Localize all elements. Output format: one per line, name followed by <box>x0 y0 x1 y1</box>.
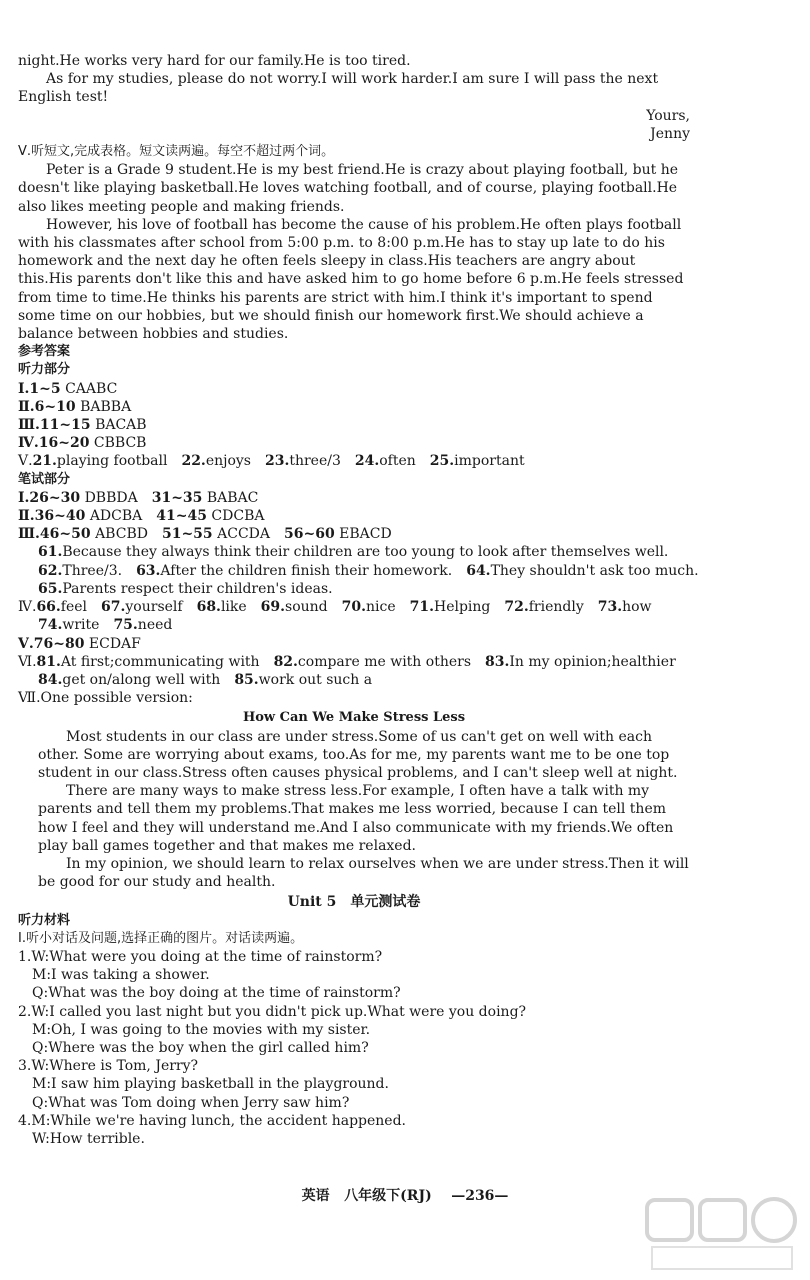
dialogue-line: 2.W:I called you last night but you didn't pick up.What were you doing? <box>18 1003 527 1020</box>
unit-title: Unit 5 单元测试卷 <box>287 894 421 911</box>
watermark-logo-icon <box>642 1195 802 1275</box>
answer-text: important <box>454 453 525 470</box>
answer-number: 65. <box>38 580 63 597</box>
answers-heading: 参考答案 <box>18 344 71 360</box>
passage-paragraph-2: However, his love of football has become the cause of his problem.He often plays football with his classmates after school from 5:00 p.m. to 8:00 p.m.He has to stay up late to do his homework and the next day he often feels sleepy in class.His teachers are angry about this.His parents don't like this and have asked him to go home before 6 p.m.He feels stressed from time to time.He thinks his parents are strict with him.I think it's important to spend some time on our hobbies, but we should finish our homework first.We should achieve a balance between hobbies and studies. <box>18 216 684 343</box>
dialogue-line: M:I saw him playing basketball in the playground. <box>32 1076 389 1093</box>
answer-number: 61. <box>38 544 63 561</box>
answer-label: 31~35 <box>151 489 203 506</box>
answer-65 <box>38 580 690 598</box>
answer-text: compare me with others <box>297 653 472 670</box>
answer-number: 24. <box>354 453 380 470</box>
answer-text: Parents respect their children's ideas. <box>62 580 333 597</box>
answer-value: BABAC <box>202 489 259 506</box>
answer-row <box>18 434 690 452</box>
answer-row: Ⅶ.One possible version: <box>18 690 193 707</box>
answer-value: ADCBA <box>85 508 143 525</box>
letter-line: night.He works very hard for our family.He is too tired. <box>18 53 411 69</box>
answer-number: 63. <box>136 562 161 579</box>
dialogue-line: M:I was taking a shower. <box>32 967 210 984</box>
answer-value: CDCBA <box>206 508 265 525</box>
essay-paragraph-3: In my opinion, we should learn to relax ourselves when we are under stress.Then it will be good for our study and health. <box>38 855 689 891</box>
answer-text: playing football <box>56 453 168 470</box>
answer-value: BACAB <box>90 417 147 434</box>
dialogue-line: 3.W:Where is Tom, Jerry? <box>18 1058 199 1075</box>
letter-signature: Jenny <box>650 125 690 142</box>
answer-label: 56~60 <box>284 526 335 543</box>
instruction: Ⅰ.听小对话及问题,选择正确的图片。对话读两遍。 <box>18 930 304 946</box>
answer-number: 66. <box>36 599 61 616</box>
answer-number: 68. <box>196 599 221 616</box>
answer-prefix: Ⅴ. <box>18 453 33 470</box>
answer-row <box>18 635 690 653</box>
written-heading: 笔试部分 <box>18 471 71 487</box>
dialogue-line: Q:What was the boy doing at the time of rainstorm? <box>32 985 401 1002</box>
answer-row <box>38 671 690 689</box>
answer-label: Ⅰ.1~5 <box>18 380 61 397</box>
answer-number: 85. <box>234 671 259 688</box>
answer-row <box>18 525 690 543</box>
answer-text: sound <box>285 599 328 616</box>
answer-text: They shouldn't ask too much. <box>490 562 699 579</box>
answer-prefix: Ⅳ. <box>18 599 37 616</box>
answer-number: 62. <box>38 562 63 579</box>
answer-number: 67. <box>101 599 126 616</box>
answer-text: After the children finish their homework. <box>160 562 453 579</box>
answer-row <box>18 398 690 416</box>
essay-body <box>18 728 690 892</box>
passage-paragraph-1: Peter is a Grade 9 student.He is my best friend.He is crazy about playing football, but he doesn't like playing basketball.He loves watching football, and of course, playing football.He also likes meeting people and making friends. <box>18 162 679 215</box>
answer-number: 21. <box>32 453 57 470</box>
letter-paragraph: As for my studies, please do not worry.I will work harder.I am sure I will pass the next English test! <box>18 71 659 106</box>
answer-number: 71. <box>409 599 434 616</box>
answer-text: yourself <box>125 599 183 616</box>
answer-label: Ⅳ.16~20 <box>18 435 90 452</box>
answer-row <box>18 489 690 507</box>
answer-number: 75. <box>113 617 138 634</box>
answer-label: Ⅲ.46~50 <box>18 526 91 543</box>
answer-label: 51~55 <box>161 526 213 543</box>
answer-number: 82. <box>273 653 298 670</box>
answer-text: nice <box>366 599 396 616</box>
dialogue-line: 1.W:What were you doing at the time of rainstorm? <box>18 948 383 965</box>
answer-text: three/3 <box>289 453 341 470</box>
answer-row <box>38 616 690 634</box>
answer-number: 83. <box>485 653 510 670</box>
answer-61 <box>38 543 690 561</box>
answer-text: In my opinion;healthier <box>509 653 676 670</box>
answer-number: 72. <box>504 599 529 616</box>
answer-number: 69. <box>260 599 286 616</box>
answer-number: 74. <box>38 617 63 634</box>
dialogue-line: W:How terrible. <box>32 1130 145 1147</box>
listening-material-heading: 听力材料 <box>18 912 71 928</box>
answer-label: 41~45 <box>156 508 207 525</box>
dialogue-line: Q:Where was the boy when the girl called him? <box>32 1039 369 1056</box>
answer-label: Ⅱ.6~10 <box>18 398 76 415</box>
answer-number: 22. <box>181 453 206 470</box>
answer-row <box>18 507 690 525</box>
answer-value: CBBCB <box>89 435 147 452</box>
answer-62-64 <box>38 562 699 580</box>
answer-text: work out such a <box>258 671 373 688</box>
answer-label: Ⅲ.11~15 <box>18 417 91 434</box>
dialogue-line: M:Oh, I was going to the movies with my sister. <box>32 1021 371 1038</box>
footer-grade: 八年级下(RJ) <box>344 1188 432 1204</box>
section-5-heading: Ⅴ.听短文,完成表格。短文读两遍。每空不超过两个词。 <box>18 144 335 160</box>
answer-number: 70. <box>341 599 366 616</box>
footer-page-number: —236— <box>451 1188 509 1204</box>
answer-text: friendly <box>528 599 584 616</box>
answer-row <box>18 452 690 470</box>
listening-heading: 听力部分 <box>18 362 71 378</box>
answer-number: 81. <box>36 653 61 670</box>
answer-label: Ⅰ.26~30 <box>18 489 81 506</box>
answer-text: often <box>379 453 416 470</box>
answer-value: BABBA <box>75 398 132 415</box>
answer-number: 73. <box>597 599 623 616</box>
answer-text: need <box>137 617 173 634</box>
answer-text: enjoys <box>205 453 251 470</box>
answer-text: like <box>220 599 247 616</box>
answer-value: ACCDA <box>212 526 270 543</box>
answer-value: ECDAF <box>84 635 141 652</box>
answer-text: get on/along well with <box>62 671 221 688</box>
essay-title: How Can We Make Stress Less <box>242 710 466 726</box>
essay-paragraph-1: Most students in our class are under stress.Some of us can't get on well with each other. Some are worrying about exams, too.As for me, my parents want me to be one top student in our class.Stress often causes physical problems, and I can't sleep well at night. <box>38 728 678 781</box>
answer-text: feel <box>60 599 88 616</box>
letter-closing: Yours, <box>646 107 690 124</box>
answer-number: 64. <box>466 562 491 579</box>
answer-label: Ⅴ.76~80 <box>18 635 85 652</box>
answer-number: 84. <box>38 671 63 688</box>
dialogue-line: Q:What was Tom doing when Jerry saw him? <box>32 1094 350 1111</box>
answer-value: CAABC <box>60 380 118 397</box>
footer-subject: 英语 <box>301 1188 330 1204</box>
answer-text: Because they always think their children are too young to look after themselves well. <box>62 544 669 561</box>
answer-number: 25. <box>429 453 455 470</box>
answer-text: At first;communicating with <box>60 653 260 670</box>
answer-text: write <box>62 617 100 634</box>
dialogue-line: 4.M:While we're having lunch, the accident happened. <box>18 1112 407 1129</box>
answer-row <box>18 416 690 434</box>
answer-text: Three/3. <box>62 562 123 579</box>
answer-prefix: Ⅵ. <box>18 653 37 670</box>
answer-value: ABCBD <box>90 526 148 543</box>
essay-paragraph-2: There are many ways to make stress less.For example, I often have a talk with my parents and tell them my problems.That makes me less worried, because I can tell them how I feel and they will understand me.And I also communicate with my friends.We often play ball games together and that makes me relaxed. <box>38 783 674 854</box>
answer-text: Helping <box>433 599 491 616</box>
answer-label: Ⅱ.36~40 <box>18 508 86 525</box>
answer-number: 23. <box>264 453 290 470</box>
answer-row <box>18 598 690 616</box>
answer-row <box>18 653 690 671</box>
answer-row <box>18 380 690 398</box>
answer-value: EBACD <box>334 526 392 543</box>
answer-text: how <box>622 599 652 616</box>
page-content <box>18 52 699 1148</box>
answer-value: DBBDA <box>80 489 138 506</box>
